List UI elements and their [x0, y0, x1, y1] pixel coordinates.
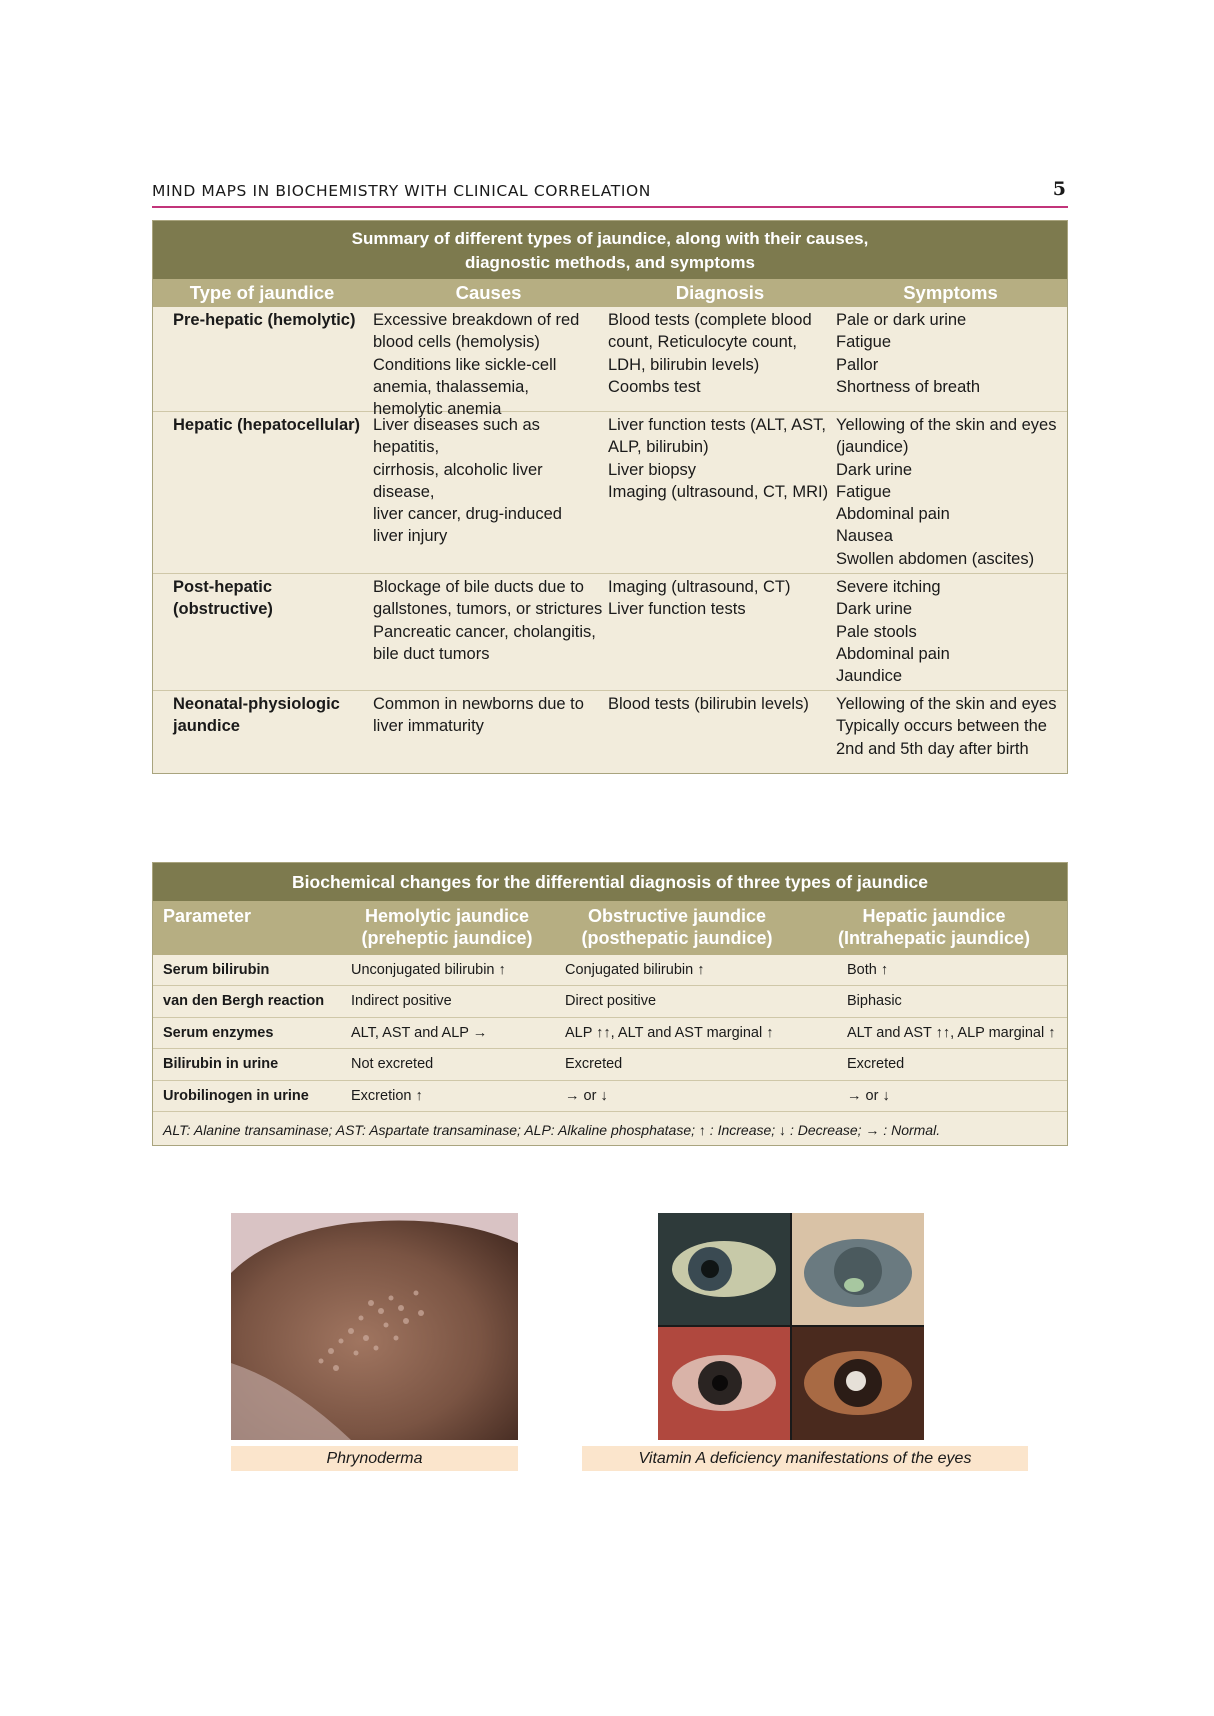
- symptoms-cell: Yellowing of the skin and eyes Typically occurs between the 2nd and 5th day after birth: [836, 695, 1057, 758]
- table-row: [153, 1081, 1067, 1112]
- table1-caption-line1: Summary of different types of jaundice, along with their causes,: [351, 229, 869, 248]
- phrynoderma-photo: [231, 1213, 518, 1440]
- diagnosis-cell: Blood tests (complete blood count, Reticulocyte count, LDH, bilirubin levels) Coombs test: [608, 311, 812, 396]
- table1-caption: [153, 221, 1067, 279]
- diagnosis-cell: Liver function tests (ALT, AST, ALP, bilirubin) Liver biopsy Imaging (ultrasound, CT, MRI): [608, 416, 829, 501]
- diagnosis-cell: Blood tests (bilirubin levels): [608, 695, 809, 713]
- header-symptoms: Symptoms: [903, 282, 998, 303]
- parameter-cell: van den Bergh reaction: [163, 993, 325, 1010]
- table-row: [153, 307, 1067, 419]
- header-obstructive: Obstructive jaundice (posthepatic jaundice): [581, 906, 773, 948]
- obstructive-cell: ALP ↑↑, ALT and AST marginal ↑: [565, 1024, 774, 1041]
- causes-cell: Excessive breakdown of red blood cells (hemolysis) Conditions like sickle-cell anemia, thalassemia, hemolytic anemia: [373, 311, 580, 419]
- table-row: [153, 1049, 1067, 1080]
- hepatic-cell: → or ↓: [847, 1087, 890, 1104]
- obstructive-cell: → or ↓: [565, 1087, 608, 1104]
- causes-cell: Common in newborns due to liver immaturity: [373, 695, 584, 736]
- eye-collage-image: [658, 1213, 924, 1440]
- book-title: MIND MAPS IN BIOCHEMISTRY WITH CLINICAL CORRELATION: [152, 182, 651, 200]
- hepatic-cell: ALT and AST ↑↑, ALP marginal ↑: [847, 1024, 1056, 1041]
- table2-footnote: ALT: Alanine transaminase; AST: Aspartate transaminase; ALP: Alkaline phosphatase; ↑ : Increase; ↓ : Decrease; → : Normal.: [163, 1121, 941, 1138]
- header-diagnosis: Diagnosis: [675, 282, 765, 303]
- page-number: 5: [1052, 178, 1066, 200]
- causes-cell: Blockage of bile ducts due to gallstones, tumors, or strictures Pancreatic cancer, cholangitis, bile duct tumors: [373, 578, 603, 663]
- parameter-cell: Serum bilirubin: [163, 962, 270, 978]
- hemolytic-cell: Indirect positive: [351, 993, 452, 1010]
- header-parameter: Parameter: [163, 906, 252, 926]
- table-row: [153, 1018, 1067, 1049]
- hepatic-cell: Excreted: [847, 1056, 905, 1073]
- type-cell: Hepatic (hepatocellular): [173, 416, 361, 434]
- table-row: [153, 691, 1067, 771]
- header-causes: Causes: [455, 282, 522, 303]
- header-hepatic: Hepatic jaundice (Intrahepatic jaundice): [837, 906, 1031, 948]
- biochemical-changes-table: [152, 862, 1068, 1146]
- table-row: [153, 986, 1067, 1017]
- obstructive-cell: Direct positive: [565, 993, 657, 1010]
- table2-caption: Biochemical changes for the differential diagnosis of three types of jaundice: [153, 863, 1067, 901]
- parameter-cell: Serum enzymes: [163, 1024, 274, 1041]
- hemolytic-cell: Unconjugated bilirubin ↑: [351, 962, 506, 978]
- obstructive-cell: Conjugated bilirubin ↑: [565, 962, 705, 978]
- symptoms-cell: Yellowing of the skin and eyes (jaundice) Dark urine Fatigue Abdominal pain Nausea Swollen abdomen (ascites): [836, 416, 1057, 568]
- header-hemolytic: Hemolytic jaundice (preheptic jaundice): [361, 906, 533, 948]
- jaundice-summary-table: [152, 220, 1068, 774]
- header-type: Type of jaundice: [189, 282, 335, 303]
- hepatic-cell: Biphasic: [847, 993, 902, 1010]
- parameter-cell: Bilirubin in urine: [163, 1056, 279, 1073]
- table1-caption-line2: diagnostic methods, and symptoms: [465, 253, 755, 272]
- eye-manifestations-photo: [658, 1213, 924, 1440]
- type-cell: Post-hepatic (obstructive): [173, 578, 273, 619]
- phrynoderma-image: [231, 1213, 518, 1440]
- type-cell: Neonatal-physiologic jaundice: [173, 695, 340, 736]
- hemolytic-cell: Excretion ↑: [351, 1087, 423, 1104]
- table1-header-row: [153, 279, 1067, 307]
- table-row: [153, 412, 1067, 574]
- type-cell: Pre-hepatic (hemolytic): [173, 311, 356, 329]
- causes-cell: Liver diseases such as hepatitis, cirrhosis, alcoholic liver disease, liver cancer, drug-induced liver injury: [373, 416, 562, 546]
- diagnosis-cell: Imaging (ultrasound, CT) Liver function tests: [608, 578, 791, 619]
- hepatic-cell: Both ↑: [847, 962, 889, 978]
- hemolytic-cell: Not excreted: [351, 1056, 434, 1073]
- obstructive-cell: Excreted: [565, 1056, 623, 1073]
- hemolytic-cell: ALT, AST and ALP →: [351, 1024, 488, 1041]
- table2-header-row: [153, 901, 1067, 955]
- symptoms-cell: Severe itching Dark urine Pale stools Abdominal pain Jaundice: [836, 578, 950, 686]
- figure-caption-eyes: Vitamin A deficiency manifestations of the eyes: [582, 1446, 1028, 1471]
- symptoms-cell: Pale or dark urine Fatigue Pallor Shortness of breath: [836, 311, 981, 396]
- parameter-cell: Urobilinogen in urine: [163, 1087, 309, 1104]
- running-header: [152, 178, 1068, 208]
- table-row: [153, 574, 1067, 691]
- figure-caption-phrynoderma: Phrynoderma: [231, 1446, 518, 1471]
- table-row: [153, 955, 1067, 986]
